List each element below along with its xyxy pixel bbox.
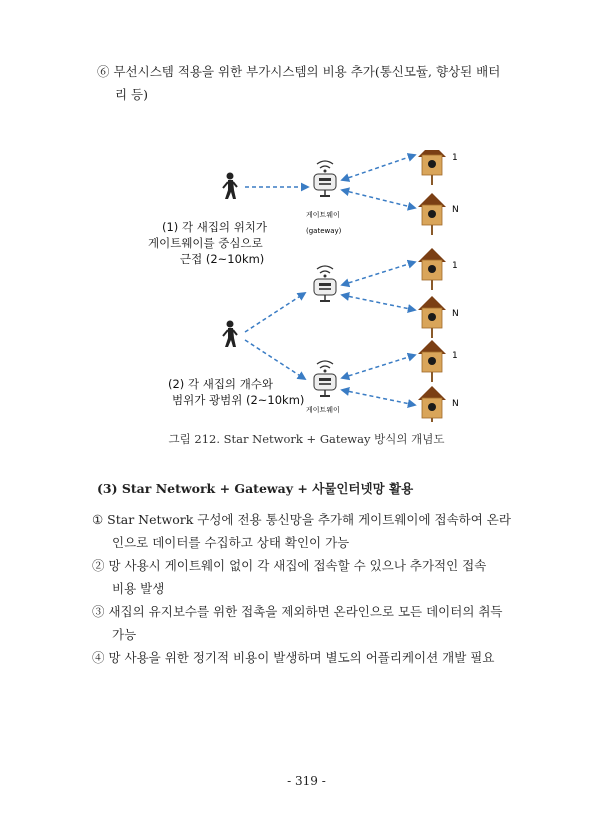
- house-label: 1: [452, 351, 458, 361]
- house-label: N: [452, 205, 459, 215]
- page-number: - 319 -: [287, 774, 326, 788]
- birdhouse-icon: [418, 386, 446, 422]
- list-item-line1: ④ 망 사용을 위한 정기적 비용이 발생하며 별도의 어플리케이션 개발 필요: [92, 650, 495, 665]
- arrow-gateway2a-to-house1: [342, 262, 415, 285]
- group2-label-line1: (2) 각 새집의 개수와: [168, 377, 274, 391]
- gateway1-label-en: (gateway): [306, 227, 342, 235]
- person-icon: [223, 173, 237, 200]
- gateway-icon: [314, 266, 336, 302]
- gateway-icon: [314, 361, 336, 397]
- birdhouse-icon: [418, 248, 446, 290]
- item-6-line2: 리 등): [115, 87, 149, 102]
- group2-label-line2: 범위가 광범위 (2~10km): [172, 393, 305, 407]
- person-icon: [223, 321, 237, 348]
- gateway2-label: 게이트웨이: [306, 406, 340, 414]
- birdhouse-icon: [418, 193, 446, 235]
- group1-label-line2: 게이트웨이를 중심으로: [148, 236, 263, 250]
- list-item-line1: ③ 새집의 유지보수를 위한 접촉을 제외하면 온라인으로 모든 데이터의 취득: [92, 604, 503, 619]
- list-item-line1: ② 망 사용시 게이트웨이 없이 각 새집에 접속할 수 있으나 추가적인 접속: [92, 558, 487, 573]
- birdhouse-icon: [418, 340, 446, 382]
- section-title: (3) Star Network + Gateway + 사물인터넷망 활용: [97, 481, 414, 496]
- group1-label-line1: (1) 각 새집의 위치가: [162, 220, 268, 234]
- group1-label-line3: 근접 (2~10km): [180, 252, 265, 266]
- figure-caption: 그림 212. Star Network + Gateway 방식의 개념도: [168, 432, 445, 446]
- arrow-gateway2b-to-houseN: [342, 390, 415, 405]
- gateway1-label: 게이트웨이: [306, 211, 340, 219]
- list-item-line1: ① Star Network 구성에 전용 통신망을 추가해 게이트웨이에 접속하여 온라: [92, 512, 511, 527]
- house-label: 1: [452, 261, 458, 271]
- arrow-gateway2b-to-house1: [342, 355, 415, 378]
- house-label: N: [452, 309, 459, 319]
- birdhouse-icon: [418, 296, 446, 338]
- arrow-gateway1-to-house1: [342, 155, 415, 180]
- arrow-person-to-gateway2a: [245, 293, 305, 332]
- star-network-gateway-diagram: [140, 150, 480, 422]
- gateway-icon: [314, 161, 336, 197]
- list-item-line2: 가능: [112, 627, 137, 642]
- house-label: 1: [452, 153, 458, 163]
- house-label: N: [452, 399, 459, 409]
- list-item-line2: 인으로 데이터를 수집하고 상태 확인이 가능: [112, 535, 350, 550]
- list-item-line2: 비용 발생: [112, 581, 165, 596]
- item-6-line1: ⑥ 무선시스템 적용을 위한 부가시스템의 비용 추가(통신모듈, 향상된 배터: [97, 64, 501, 79]
- arrow-person-to-gateway2b: [245, 340, 305, 379]
- arrow-gateway2a-to-houseN: [342, 295, 415, 310]
- arrow-gateway1-to-houseN: [342, 190, 415, 208]
- birdhouse-icon: [418, 150, 446, 185]
